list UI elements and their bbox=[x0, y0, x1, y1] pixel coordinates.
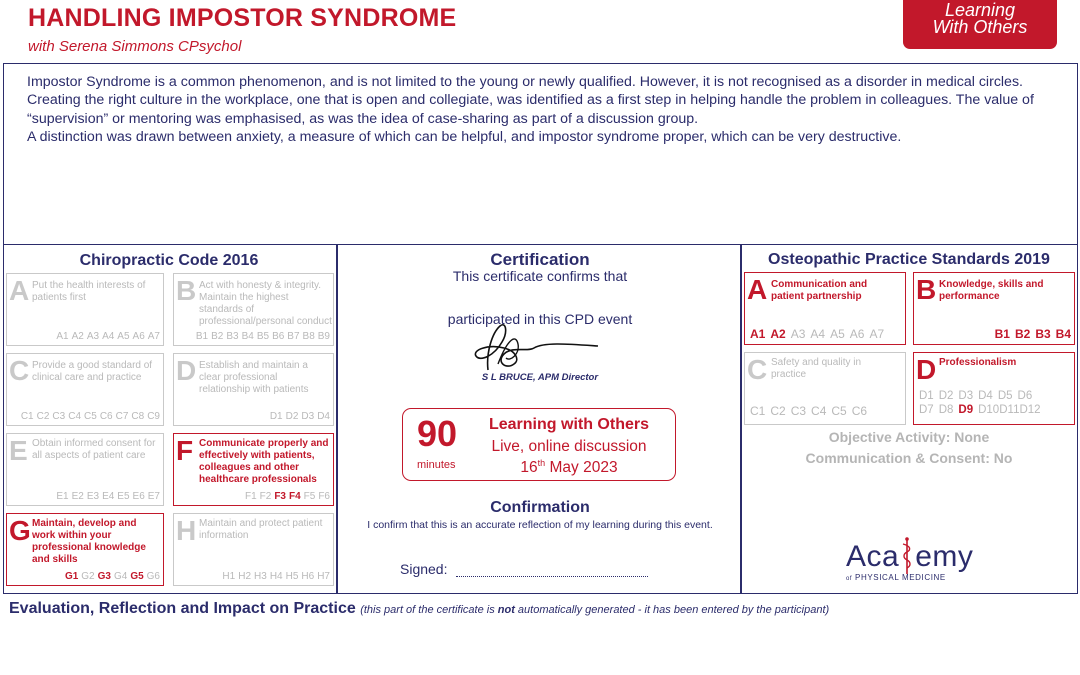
osteo-letter-c: C bbox=[747, 354, 768, 385]
osteo-codes-d-row2: D7 D8 D9 D10D11D12 bbox=[919, 404, 1041, 416]
chiro-box-e bbox=[6, 433, 164, 506]
chiro-box-a bbox=[6, 273, 164, 346]
signature-image bbox=[458, 318, 608, 376]
chiro-code-title: Chiropractic Code 2016 bbox=[79, 252, 259, 269]
chiro-codes-a: A1 A2 A3 A4 A5 A6 A7 bbox=[56, 331, 160, 342]
chiro-desc-c: Provide a good standard of clinical care and practice bbox=[32, 360, 153, 383]
chiro-codes-e: E1 E2 E3 E4 E5 E6 E7 bbox=[56, 491, 160, 502]
chiro-letter-e: E bbox=[9, 435, 28, 466]
chiro-codes-c: C1 C2 C3 C4 C5 C6 C7 C8 C9 bbox=[20, 411, 160, 422]
duration-minutes-value: 90 bbox=[417, 413, 458, 454]
event-details-box bbox=[402, 408, 676, 481]
chiro-letter-a: A bbox=[9, 275, 30, 306]
event-title: Learning with Others bbox=[488, 416, 649, 433]
osteo-box-d bbox=[913, 352, 1075, 425]
event-mode: Live, online discussion bbox=[491, 438, 647, 455]
chiro-codes-g: G1 G2 G3 G4 G5 G6 bbox=[64, 571, 160, 582]
chiro-letter-b: B bbox=[176, 275, 197, 306]
osteo-codes-b: B1 B2 B3 B4 bbox=[994, 327, 1071, 341]
column-divider bbox=[336, 245, 338, 593]
osteo-codes-a: A1 A2 A3 A4 A5 A6 A7 bbox=[750, 327, 885, 341]
confirmation-text: I confirm that this is an accurate reflection of my learning during this event. bbox=[367, 519, 713, 531]
evaluation-note: (this part of the certificate is not automatically generated - it has been entered by the participant) bbox=[360, 604, 830, 616]
summary-paragraph: Creating the right culture in the workplace, one that is open and collegiate, was identified as a first step in helping handle the problem in colleagues. The value of “supervision” or mentoring was emphasised, as was the idea of case-sharing as part of a discussion group. bbox=[27, 92, 1034, 127]
osteo-standards-title: Osteopathic Practice Standards 2019 bbox=[768, 251, 1050, 268]
osteo-desc-d: Professionalism bbox=[939, 357, 1017, 368]
chiro-desc-f: Communicate properly and effectively with patients, colleagues and other healthcare professionals bbox=[199, 438, 329, 485]
osteo-box-c bbox=[744, 352, 906, 425]
certificate-confirms-text: This certificate confirms that bbox=[452, 268, 628, 284]
objective-activity-text: Objective Activity: None bbox=[828, 429, 990, 445]
chiro-box-d bbox=[173, 353, 334, 426]
evaluation-section-heading: Evaluation, Reflection and Impact on Practice (this part of the certificate is not automatically generated - it has been entered by the participant) bbox=[9, 600, 830, 617]
osteo-desc-b: Knowledge, skills and performance bbox=[939, 279, 1044, 302]
osteo-box-b bbox=[913, 272, 1075, 345]
chiro-desc-g: Maintain, develop and work within your professional knowledge and skills bbox=[32, 518, 146, 565]
chiro-box-b bbox=[173, 273, 334, 346]
signatory-name: S L BRUCE, APM Director bbox=[481, 372, 599, 383]
summary-paragraph: Impostor Syndrome is a common phenomenon, and is not limited to the young or newly qualified. However, it is not recognised as a disorder in medical circles. bbox=[27, 74, 1023, 90]
summary-paragraph: A distinction was drawn between anxiety, a measure of which can be helpful, and impostor syndrome proper, which can be very destructive. bbox=[27, 128, 902, 145]
confirmation-title: Confirmation bbox=[490, 499, 590, 516]
osteo-letter-b: B bbox=[916, 274, 937, 305]
chiro-letter-g: G bbox=[9, 515, 31, 546]
signed-label: Signed: bbox=[400, 561, 448, 577]
chiro-letter-h: H bbox=[176, 515, 197, 546]
chiro-desc-a: Put the health interests of patients first bbox=[32, 280, 146, 303]
participated-text: participated in this CPD event bbox=[447, 311, 633, 327]
presenter-subtitle: with Serena Simmons CPsychol bbox=[28, 38, 242, 55]
communication-consent-text: Communication & Consent: No bbox=[805, 450, 1013, 466]
chiro-codes-h: H1 H2 H3 H4 H5 H6 H7 bbox=[222, 571, 330, 582]
osteo-codes-d-row1: D1 D2 D3 D4 D5 D6 bbox=[919, 390, 1033, 402]
summary-box bbox=[3, 63, 1078, 245]
chiro-codes-f: F1 F2 F3 F4 F5 F6 bbox=[244, 491, 330, 502]
certificate-title: HANDLING IMPOSTOR SYNDROME bbox=[28, 4, 457, 32]
chiro-box-c bbox=[6, 353, 164, 426]
osteo-letter-d: D bbox=[916, 354, 937, 385]
chiro-codes-b: B1 B2 B3 B4 B5 B6 B7 B8 B9 bbox=[195, 331, 330, 342]
chiro-box-h bbox=[173, 513, 334, 586]
chiro-box-f bbox=[173, 433, 334, 506]
column-divider bbox=[740, 245, 742, 593]
badge-line-1: Learning bbox=[944, 0, 1016, 20]
chiro-box-g bbox=[6, 513, 164, 586]
chiro-desc-d: Establish and maintain a clear professional relationship with patients bbox=[199, 360, 309, 395]
learning-with-others-badge bbox=[903, 0, 1057, 49]
osteo-desc-a: Communication and patient partnership bbox=[771, 279, 868, 302]
osteo-desc-c: Safety and quality in practice bbox=[771, 357, 862, 380]
chiro-codes-d: D1 D2 D3 D4 bbox=[269, 411, 330, 422]
chiro-desc-h: Maintain and protect patient information bbox=[199, 518, 323, 541]
chiro-letter-c: C bbox=[9, 355, 30, 386]
chiro-letter-f: F bbox=[176, 435, 194, 466]
academy-logo: Aca emy of PHYSICAL MEDICINE bbox=[846, 540, 996, 585]
event-date: 16th May 2023 bbox=[520, 458, 618, 477]
chiro-desc-e: Obtain informed consent for all aspects of patient care bbox=[32, 438, 156, 461]
chiro-letter-d: D bbox=[176, 355, 197, 386]
duration-minutes-label: minutes bbox=[417, 459, 456, 471]
badge-line-2: With Others bbox=[932, 17, 1028, 37]
certification-title: Certification bbox=[490, 250, 590, 269]
chiro-desc-b: Act with honesty & integrity. Maintain the highest standards of professional/personal conduct bbox=[199, 280, 332, 327]
signature-line[interactable] bbox=[456, 576, 648, 577]
caduceus-icon bbox=[900, 536, 914, 576]
osteo-codes-c: C1 C2 C3 C4 C5 C6 bbox=[750, 404, 868, 418]
osteo-box-a bbox=[744, 272, 906, 345]
osteo-letter-a: A bbox=[747, 274, 768, 305]
